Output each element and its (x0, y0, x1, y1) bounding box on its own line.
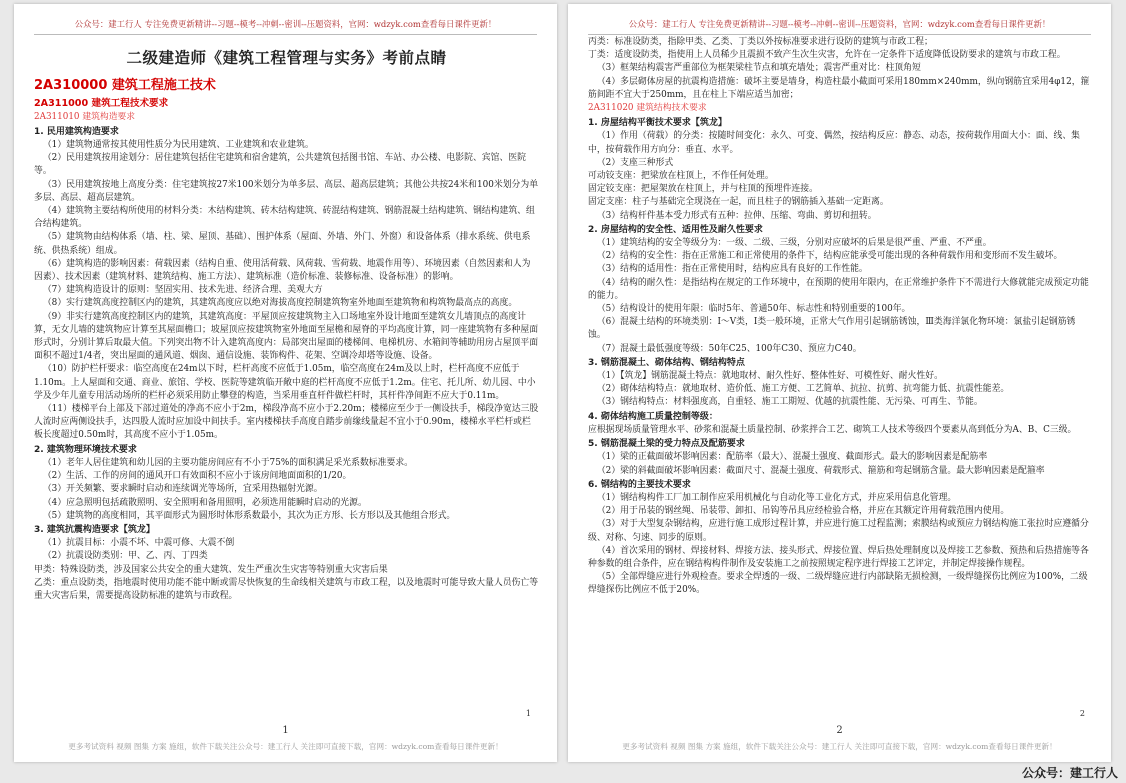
chapter-heading: 2A310000 建筑工程施工技术 (34, 78, 216, 94)
topic-heading: 2. 建筑物理环境技术要求 (34, 444, 137, 455)
document-title: 二级建造师《建筑工程管理与实务》考前点睛 (126, 49, 447, 67)
topic-heading: 3. 建筑抗震构造要求【筑龙】 (34, 524, 155, 535)
subsection-heading: 2A311010 建筑构造要求 (34, 111, 136, 122)
paragraph: （5）全部焊缝应进行外观检查。要求全焊透的一级、二级焊缝应进行内部缺陷无损检测，一级焊缝探伤比例应为100%，二级焊缝探伤比例应不低于20%。 (588, 572, 1088, 596)
page-number: 1 (282, 725, 289, 736)
paragraph: （3）民用建筑按地上高度分类：住宅建筑按27米100米划分为单多层、高层、超高层建筑；其他公共按24米和100米划分为单多层、高层、超高层建筑。 (34, 179, 539, 203)
paragraph: 可动铰支座：把梁放在柱顶上，不作任何处理。 (588, 171, 774, 182)
page-footer: 更多考试资料 视频 图集 方案 施组，软件下载关注公众号：建工行人 关注即可直接下载，官网：wdzyk.com查看每日课件更新！ (622, 742, 1057, 751)
topic-list (34, 126, 539, 603)
document-page-2 (568, 4, 1111, 762)
paragraph: （1）抗震目标：小震不坏、中震可修、大震不倒 (42, 538, 235, 549)
paragraph: （11）楼梯平台上部及下部过道处的净高不应小于2m，梯段净高不应小于2.20m；楼梯应至少于一侧设扶手，梯段净宽达三股人流时应两侧设扶手，达四股人流时应加设中间扶手。室内楼梯扶手高度自踏步前缘线量起不宜小于0.90m，楼梯水平栏杆或栏板长度超过0.50m时，其高度不应小于1.05m。 (34, 404, 539, 441)
paragraph: （4）应急照明包括疏散照明、安全照明和备用照明，必须选用能瞬时启动的光源。 (42, 497, 367, 508)
paragraph: （2）生活、工作的房间的通风开口有效面积不应小于该房间地面面积的1/20。 (42, 471, 352, 482)
paragraph: （5）结构设计的使用年限：临时5年、普通50年、标志性和特别重要的100年。 (596, 304, 911, 315)
subsection-heading: 2A311020 建筑结构技术要求 (588, 103, 707, 114)
document-page-1 (14, 4, 557, 762)
paragraph: （1）钢结构构件工厂加工制作应采用机械化与自动化等工业化方式，并应采用信息化管理。 (596, 492, 957, 503)
page-header: 公众号：建工行人 专注免费更新精讲--习题--模考--冲刺--密训--压题资料，官网：wdzyk.com查看每日课件更新！ (34, 18, 537, 35)
paragraph: （4）多层砌体房屋的抗震构造措施：破坏主要是墙身，构造柱最小截面可采用180mm×240mm，纵向钢筋宜采用4φ12，箍筋间距不宜大于250mm，且在柱上下端应适当加密； (588, 76, 1090, 100)
paragraph: （1）老年人居住建筑和幼儿园的主要功能房间应有不小于75%的面积满足采光系数标准要求。 (42, 457, 414, 468)
paragraph: （6）混凝土结构的环境类别：Ⅰ～Ⅴ类，Ⅰ类一般环境，正常大气作用引起钢筋锈蚀，Ⅲ类海洋氯化物环境：氯盐引起钢筋锈蚀。 (588, 317, 1076, 341)
paragraph: （2）用于吊装的钢丝绳、吊装带、卸扣、吊钩等吊具应经检验合格，并应在其额定许用荷载范围内使用。 (596, 506, 1010, 517)
paragraph: （2）抗震设防类别：甲、乙、丙、丁四类 (42, 551, 208, 562)
topic-heading: 1. 房屋结构平衡技术要求【筑龙】 (588, 118, 727, 129)
paragraph: （1）【筑龙】钢筋混凝土特点：就地取材、耐久性好、整体性好、可模性好、耐火性好。 (596, 371, 943, 382)
topic-list (588, 117, 1093, 597)
paragraph: 应根据现场质量管理水平、砂浆和混凝土质量控制、砂浆拌合工艺、砌筑工人技术等级四个要素从高到低分为A、B、C三级。 (588, 424, 1077, 435)
paragraph: （10）防护栏杆要求：临空高度在24m以下时，栏杆高度不应低于1.05m，临空高度在24m及以上时，栏杆高度不应低于1.10m。上人屋面和交通、商业、旅馆、学校、医院等建筑临开敞中庭的栏杆高度不应低于1.2m。住宅、托儿所、幼儿园、中小学及少年儿童专用活动场所的栏杆必须采用防止攀登的构造，当采用垂直杆件做栏杆时，其杆件净间距不应大于0.11m。 (34, 364, 536, 401)
paragraph: （4）结构的耐久性：是指结构在规定的工作环境中，在预期的使用年限内，在正常维护条件下不需进行大修就能完成预定功能的能力。 (588, 277, 1089, 301)
page-number-small: 2 (1079, 709, 1085, 718)
paragraph: （7）建筑构造设计的原则：坚固实用、技术先进、经济合理、美观大方 (42, 285, 323, 296)
paragraph: 固定铰支座：把屋架放在柱顶上，并与柱顶的预埋件连接。 (588, 184, 818, 195)
paragraph: （3）对于大型复杂钢结构，应进行施工成形过程计算，并应进行施工过程监测；索膜结构或预应力钢结构施工张拉时应遵循分级、对称、匀速、同步的原则。 (588, 519, 1089, 543)
paragraph: 丙类：标准设防类，指除甲类、乙类、丁类以外按标准要求进行设防的建筑与市政工程； (588, 37, 933, 47)
paragraph: （2）支座三种形式 (596, 157, 674, 168)
paragraph: 丁类：适度设防类，指使用上人员稀少且震损不致产生次生灾害，允许在一定条件下适度降低设防要求的建筑与市政工程。 (588, 50, 1066, 61)
page-footer: 更多考试资料 视频 图集 方案 施组，软件下载关注公众号：建工行人 关注即可直接下载，官网：wdzyk.com查看每日课件更新！ (68, 742, 503, 751)
paragraph: （3）结构的适用性：指在正常使用时，结构应具有良好的工作性能。 (596, 264, 868, 275)
page-header: 公众号：建工行人 专注免费更新精讲--习题--模考--冲刺--密训--压题资料，官网：wdzyk.com查看每日课件更新！ (588, 18, 1091, 35)
topic-heading: 4. 砌体结构施工质量控制等级： (588, 411, 718, 422)
paragraph: （5）建筑物由结构体系（墙、柱、梁、屋顶、基础）、围护体系（屋面、外墙、外门、外窗）和设备体系（排水系统、供电系统、供热系统）组成。 (34, 232, 531, 256)
topic-heading: 3. 钢筋混凝土、砌体结构、钢结构特点 (588, 357, 745, 368)
paragraph: （3）钢结构特点：材料强度高，自重轻、施工工期短、优越的抗震性能、无污染、可再生、节能。 (596, 397, 983, 408)
paragraph: （8）实行建筑高度控制区内的建筑，其建筑高度应以绝对海拔高度控制建筑物室外地面至建筑物和构筑物最高点的高度。 (42, 298, 518, 309)
topic-heading: 5. 钢筋混凝土梁的受力特点及配筋要求 (588, 439, 745, 450)
topic-heading: 2. 房屋结构的安全性、适用性及耐久性要求 (588, 224, 763, 235)
paragraph: （3）结构杆件基本受力形式有五种：拉伸、压缩、弯曲、剪切和扭转。 (596, 210, 877, 221)
paragraph: （3）开关频繁、要求瞬时启动和连续调光等场所，宜采用热辐射光源。 (42, 484, 323, 495)
paragraph: 固定支座：柱子与基础完全现浇在一起，而且柱子的钢筋插入基础一定距离。 (588, 197, 889, 208)
paragraph: （7）混凝土最低强度等级：50年C25、100年C30、预应力C40。 (596, 343, 862, 354)
intro-paragraphs (588, 36, 1093, 102)
section-heading: 2A311000 建筑工程技术要求 (34, 98, 169, 110)
paragraph: （1）建筑结构的安全等级分为：一级、二级、三级，分别对应破坏的后果是很严重、严重、不严重。 (596, 238, 992, 249)
corner-credit: 公众号：建工行人 (1021, 766, 1118, 780)
paragraph: （6）建筑构造的影响因素：荷载因素（结构自重、使用活荷载、风荷载、雪荷载、地震作用等）、环境因素（自然因素和人为因素）、技术因素（建筑材料、建筑结构、施工方法）、建筑标准（造价标准、装修标准、设备标准）的影响。 (34, 258, 531, 283)
paragraph: 乙类：重点设防类，指地震时使用功能不能中断或需尽快恢复的生命线相关建筑与市政工程，以及地震时可能导致大量人员伤亡等重大灾害后果，需要提高设防标准的建筑与市政程。 (34, 577, 539, 601)
paragraph: （4）首次采用的钢材、焊接材料、焊接方法、接头形式、焊接位置、焊后热处理制度以及焊接工艺参数、预热和后热措施等各种参数的组合条件，应在钢结构构件制作及安装施工之前按照规定程序进行焊接工艺评定，并制定焊接操作规程。 (588, 545, 1089, 569)
paragraph: （2）民用建筑按用途划分：居住建筑包括住宅建筑和宿舍建筑，公共建筑包括图书馆、车站、办公楼、电影院、宾馆、医院等。 (34, 153, 527, 177)
paragraph: （2）砌体结构特点：就地取材、造价低、施工方便、工艺简单、抗拉、抗剪、抗弯能力低、抗震性能差。 (596, 384, 1010, 395)
topic-heading: 6. 钢结构的主要技术要求 (588, 479, 691, 490)
page-body (34, 48, 539, 702)
paragraph: 甲类：特殊设防类，涉及国家公共安全的重大建筑、发生严重次生灾害等特别重大灾害后果 (34, 564, 388, 575)
paragraph: （5）建筑物的高度相同，其平面形式为圆形时体形系数最小，其次为正方形、长方形以及其他组合形式。 (42, 510, 456, 521)
page-number-small: 1 (525, 709, 531, 718)
page-number: 2 (836, 725, 843, 736)
topic-heading: 1. 民用建筑构造要求 (34, 126, 119, 137)
paragraph: （2）结构的安全性：指在正常施工和正常使用的条件下，结构应能承受可能出现的各种荷载作用和变形而不发生破坏。 (596, 251, 1063, 262)
paragraph: （4）建筑物主要结构所使用的材料分类：木结构建筑、砖木结构建筑、砖混结构建筑、钢筋混凝土结构建筑、钢结构建筑、组合结构建筑。 (34, 206, 535, 230)
paragraph: （1）作用（荷载）的分类：按随时间变化：永久、可变、偶然，按结构反应：静态、动态，按荷载作用面大小：面、线、集中，按荷载作用方向分：垂直、水平。 (588, 131, 1081, 155)
paragraph: （1）梁的正截面破坏影响因素：配筋率（最大）、混凝土强度、截面形式。最大的影响因素是配筋率 (596, 452, 988, 463)
paragraph: （3）框架结构震害严重部位为框架梁柱节点和填充墙处；震害严重对比：柱顶角短 (596, 63, 921, 74)
paragraph: （2）梁的斜截面破坏影响因素：截面尺寸、混凝土强度、荷载形式、箍筋和弯起钢筋含量。最大影响因素是配箍率 (596, 465, 1045, 476)
page-body (588, 36, 1093, 702)
paragraph: （9）非实行建筑高度控制区内的建筑，其建筑高度：平屋顶应按建筑物主入口场地室外设计地面至建筑女儿墙顶点的高度计算，无女儿墙的建筑物应计算至其屋面檐口；坡屋顶应按建筑物室外地面至屋檐和屋脊的平均高度计算，同一座建筑物有多种屋面形式时，分别计算后取最大值。下列突出物不计入建筑高度内：局部突出屋面的楼梯间、电梯机房、水箱间等辅助用房占屋顶平面面积不超过1/4者，突出屋面的通风道、烟囱、通信设施、装饰构件、花架、空调冷却塔等设施、设备。 (34, 311, 539, 362)
paragraph: （1）建筑物通常按其使用性质分为民用建筑、工业建筑和农业建筑。 (42, 140, 314, 151)
